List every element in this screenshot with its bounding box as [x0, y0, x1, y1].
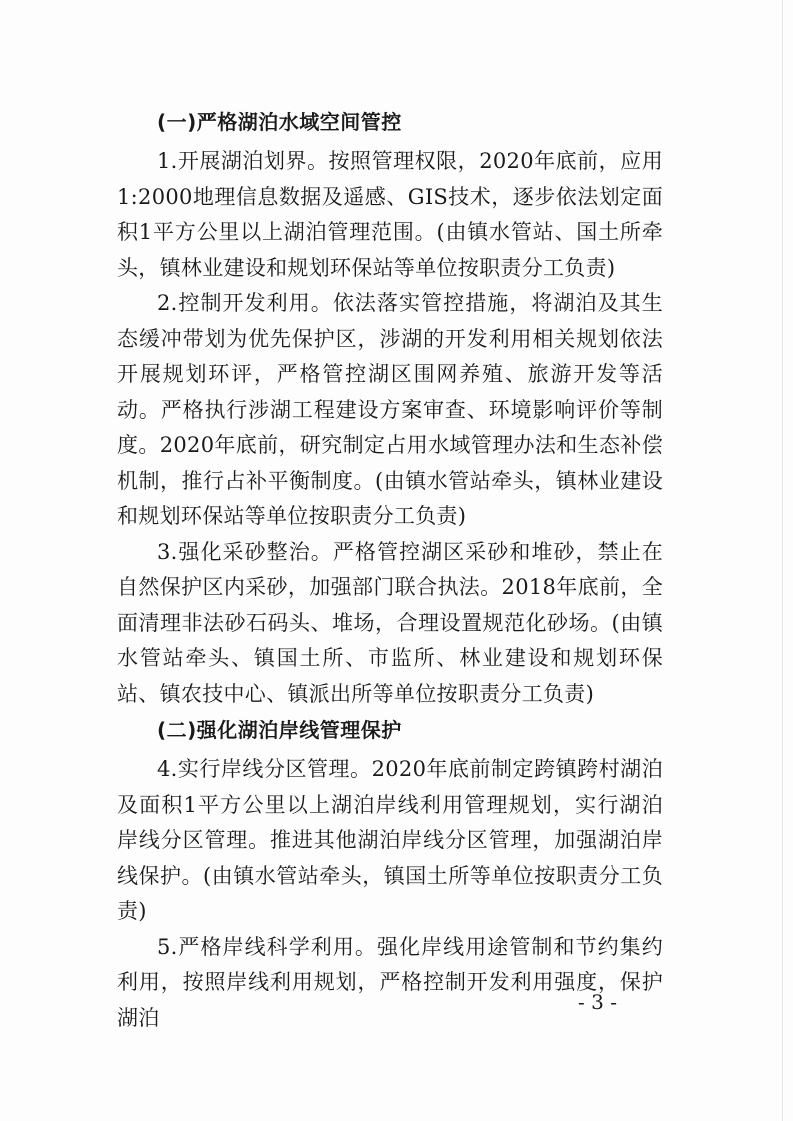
page-number: - 3 - — [578, 990, 617, 1014]
paragraph-1: 1.开展湖泊划界。按照管理权限，2020年底前，应用1:2000地理信息数据及遥感、GIS技术，逐步依法划定面积1平方公里以上湖泊管理范围。(由镇水管站、国土所牵头，镇林业建设和规划环保站等单位按职责分工负责) — [117, 149, 663, 280]
paragraph-3: 3.强化采砂整治。严格管控湖区采砂和堆砂，禁止在自然保护区内采砂，加强部门联合执法。2018年底前，全面清理非法砂石码头、堆场，合理设置规范化砂场。(由镇水管站牵头、镇国土所、市监所、林业建设和规划环保站、镇农技中心、镇派出所等单位按职责分工负责) — [117, 539, 663, 706]
document-body — [117, 108, 663, 1036]
paragraph-4: 4.实行岸线分区管理。2020年底前制定跨镇跨村湖泊及面积1平方公里以上湖泊岸线利用管理规划，实行湖泊岸线分区管理。推进其他湖泊岸线分区管理，加强湖泊岸线保护。(由镇水管站牵头，镇国土所等单位按职责分工负责) — [117, 757, 663, 923]
section-heading-1: (一)严格湖泊水域空间管控 — [157, 110, 402, 134]
paragraph-2: 2.控制开发利用。依法落实管控措施，将湖泊及其生态缓冲带划为优先保护区，涉湖的开发利用相关规划依法开展规划环评，严格管控湖区围网养殖、旅游开发等活动。严格执行涉湖工程建设方案审查、环境影响评价等制度。2020年底前，研究制定占用水域管理办法和生态补偿机制，推行占补平衡制度。(由镇水管站牵头，镇林业建设和规划环保站等单位按职责分工负责) — [117, 291, 663, 528]
scan-edge-line — [782, 0, 783, 1121]
paragraph-5: 5.严格岸线科学利用。强化岸线用途管制和节约集约利用，按照岸线利用规划，严格控制开发利用强度，保护湖泊 — [117, 934, 663, 1030]
section-heading-2: (二)强化湖泊岸线管理保护 — [157, 718, 402, 742]
